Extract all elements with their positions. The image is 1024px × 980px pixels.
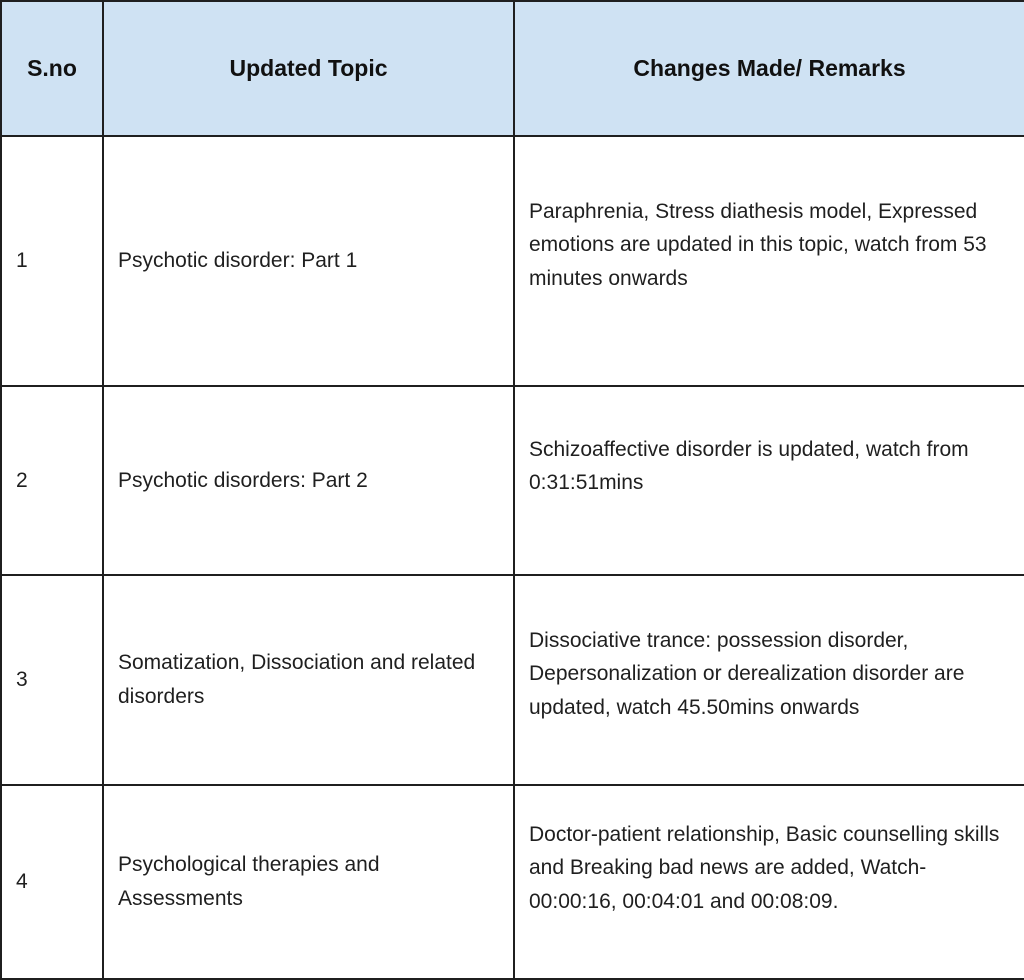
- table-row: [1, 575, 1024, 784]
- row-remarks: Dissociative trance: possession disorder, Depersonalization or derealization disorder are updated, watch 45.50mins onwards: [529, 628, 965, 719]
- table-header-row: [1, 1, 1024, 136]
- header-updated-topic: Updated Topic: [103, 1, 514, 136]
- row-remarks-cell: [514, 136, 1024, 386]
- row-remarks-cell: [514, 785, 1024, 980]
- row-sno: 3: [1, 575, 103, 784]
- row-topic: Psychotic disorder: Part 1: [103, 136, 514, 386]
- row-remarks-cell: [514, 386, 1024, 575]
- row-topic: Psychological therapies and Assessments: [103, 785, 514, 980]
- row-remarks: Schizoaffective disorder is updated, watch from 0:31:51mins: [529, 437, 969, 495]
- row-remarks: Doctor-patient relationship, Basic counselling skills and Breaking bad news are added, Watch- 00:00:16, 00:04:01 and 00:08:09.: [529, 822, 1000, 913]
- table-row: [1, 136, 1024, 386]
- header-sno: S.no: [1, 1, 103, 136]
- row-sno: 2: [1, 386, 103, 575]
- header-changes-remarks: Changes Made/ Remarks: [514, 1, 1024, 136]
- table-row: [1, 785, 1024, 980]
- row-sno: 1: [1, 136, 103, 386]
- row-remarks: Paraphrenia, Stress diathesis model, Expressed emotions are updated in this topic, watch from 53 minutes onwards: [529, 199, 987, 290]
- row-sno: 4: [1, 785, 103, 980]
- row-remarks-cell: [514, 575, 1024, 784]
- row-topic: Somatization, Dissociation and related disorders: [103, 575, 514, 784]
- row-topic: Psychotic disorders: Part 2: [103, 386, 514, 575]
- table-row: [1, 386, 1024, 575]
